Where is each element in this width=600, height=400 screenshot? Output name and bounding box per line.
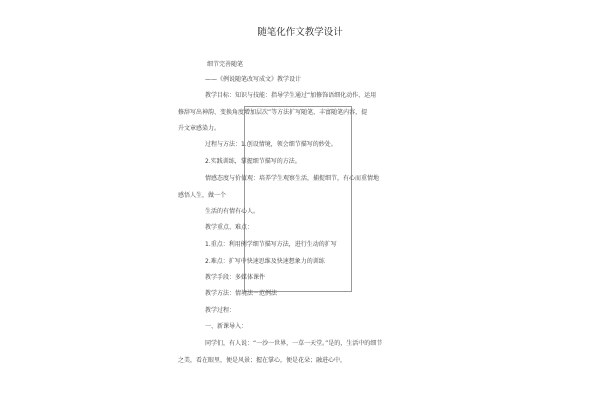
lesson-plan-subtitle: ——《例说随笔改写成文》教学设计 bbox=[205, 76, 302, 83]
paragraph-line: 升文章感染力。 bbox=[178, 125, 221, 132]
paragraph-line: 1.重点：利用例学细节描写方法，进行生动的扩写 bbox=[205, 241, 337, 248]
section-heading: 教学过程： bbox=[205, 307, 236, 314]
section-heading: 教学重点、难点： bbox=[205, 224, 254, 231]
document-title: 随笔化作文教学设计 bbox=[257, 27, 343, 38]
paragraph-line: 情感态度与价值观：培养学生观察生活，捕捉细节，有心而重情地 bbox=[205, 175, 380, 182]
section-heading: 一、新课导入： bbox=[205, 323, 248, 330]
paragraph-line: 教学目标：知识与技能：指导学生通过“加修饰语细化动作、运用 bbox=[205, 92, 377, 99]
paragraph-line: 感悟人生，做一个 bbox=[178, 192, 227, 199]
paragraph-line: 2.实践训练，掌握细节描写的方法。 bbox=[205, 158, 301, 165]
subtitle: 细节完善随笔 bbox=[207, 61, 244, 68]
paragraph-line: 过程与方法：1.创设情境，领会细节描写的妙处。 bbox=[205, 141, 337, 148]
paragraph-line: 同学们，有人说：“一沙一世界，一草一天堂。”是的，生活中的细节 bbox=[205, 340, 383, 347]
paragraph-line: 2.难点：扩写中快速思维及快速想象力的训练 bbox=[205, 258, 325, 265]
paragraph-line: 生活的有情有心人。 bbox=[205, 208, 260, 215]
paragraph-line: 教学方法：情境法－范例法 bbox=[205, 290, 278, 297]
paragraph-line: 教学手段：多媒体课件 bbox=[205, 274, 266, 281]
paragraph-line: 之美，看在眼里，便是风景；握在掌心，便是花朵；融进心中， bbox=[178, 357, 347, 364]
paragraph-line: 修辞写出神韵、变换角度增加层次”等方法扩写随笔，丰富随笔内容，提 bbox=[178, 109, 368, 116]
